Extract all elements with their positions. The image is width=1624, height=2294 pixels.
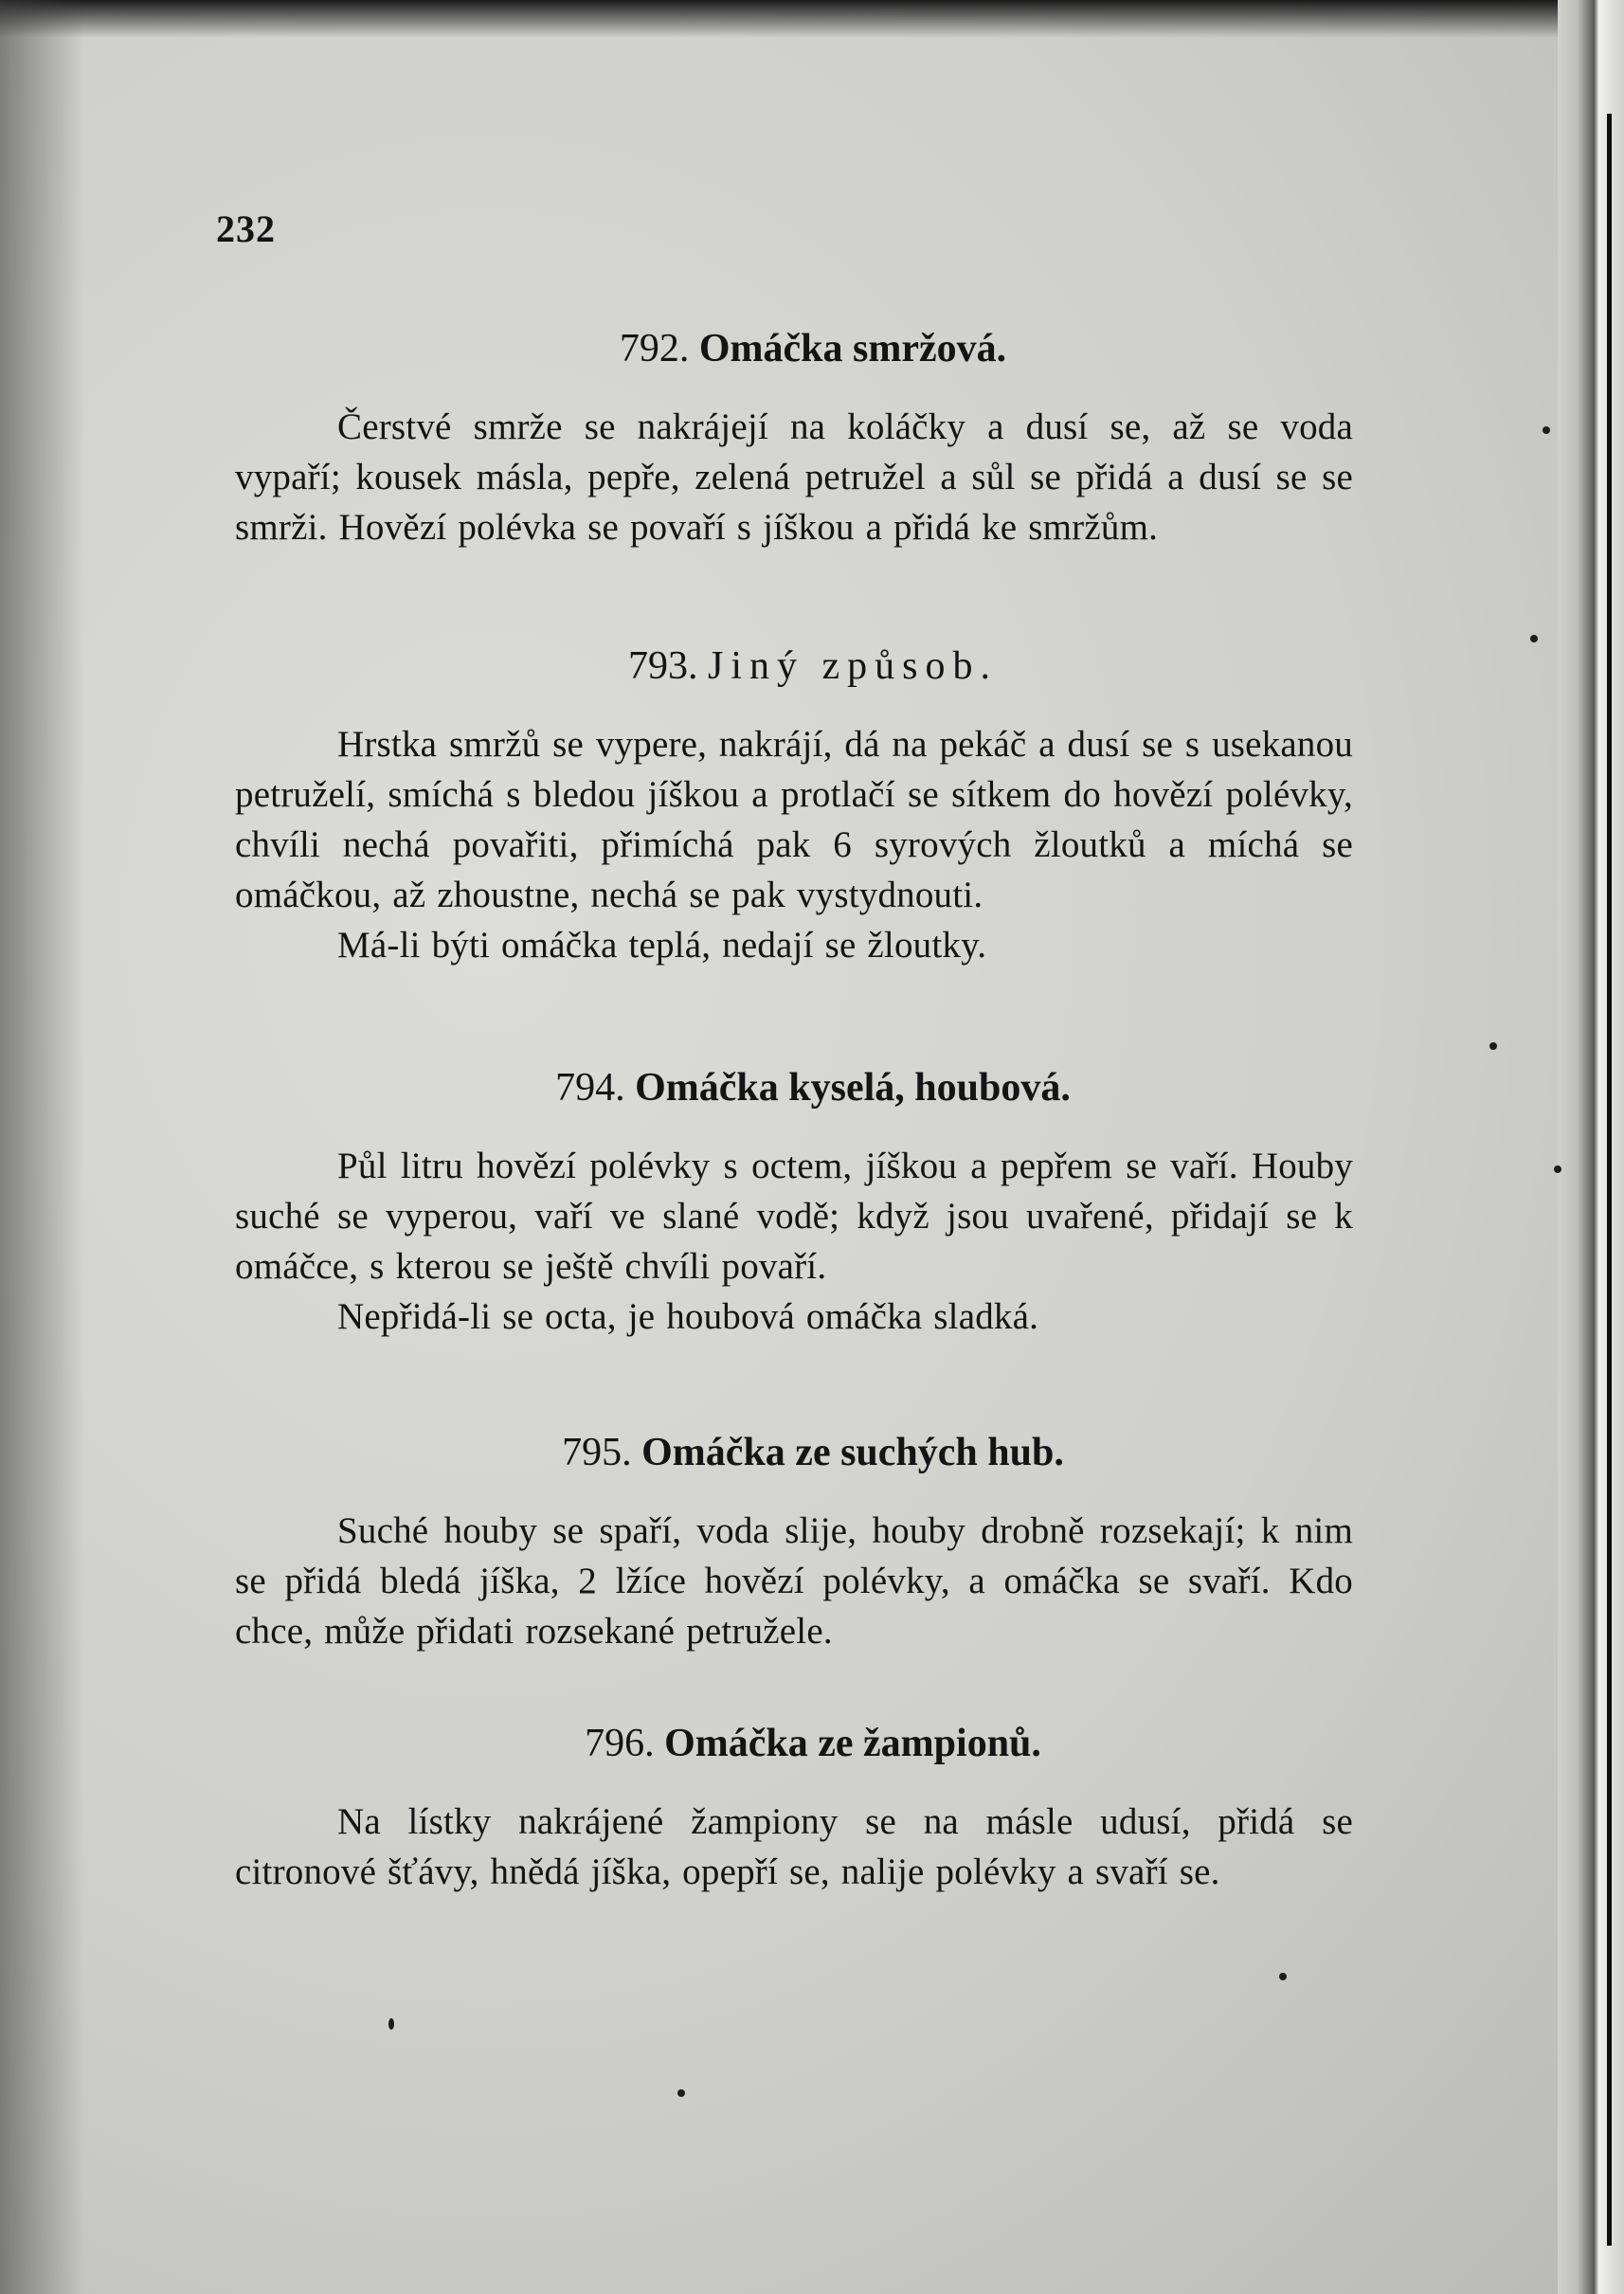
recipe-title: Omáčka kyselá, houbová. — [635, 1066, 1071, 1110]
ink-speck — [1279, 1973, 1287, 1980]
ink-speck — [1554, 1165, 1561, 1173]
ink-speck — [1489, 1042, 1497, 1050]
page-number: 232 — [216, 208, 276, 250]
recipe-794 — [235, 1061, 1353, 1342]
recipe-title: Jiný způsob. — [708, 644, 998, 688]
recipe-paragraph: Hrstka smržů se vypere, nakrájí, dá na pekáč a dusí se s usekanou petruželí, smíchá s bledou jíškou a protlačí se sítkem do hovězí polévky, chvíli nechá povařiti, přimíchá pak 6 syrových žloutků a míchá se omáčkou, až zhoustne, nechá se pak vystydnouti. — [235, 724, 1353, 915]
recipe-paragraph: Suché houby se spaří, voda slije, houby drobně rozsekají; k nim se přidá bledá jíška, 2 lžíce hovězí polévky, a omáčka se svaří. Kdo chce, může přidati rozsekané petružele. — [235, 1510, 1353, 1652]
recipe-heading — [235, 640, 1353, 693]
recipe-796 — [235, 1717, 1353, 1897]
ink-speck — [1543, 426, 1550, 434]
recipe-heading — [235, 322, 1353, 375]
book-gutter-edge — [1558, 0, 1624, 2294]
recipe-paragraph: Půl litru hovězí polévky s octem, jíškou a pepřem se vaří. Houby suché se vyperou, vaří ve slané vodě; když jsou uvařené, přidají se k omáčce, s kterou se ještě chvíli povaří. — [235, 1146, 1353, 1287]
recipe-paragraph: Čerstvé smrže se nakrájejí na koláčky a dusí se, až se voda vypaří; kousek másla, pepře, zelená petružel a sůl se přidá a dusí se se smrži. Hovězí polévka se povaří s jíškou a přidá ke smržům. — [235, 406, 1353, 548]
recipe-heading — [235, 1061, 1353, 1114]
scan-top-shadow — [0, 0, 1624, 38]
gutter-line — [1607, 114, 1612, 2246]
recipe-number: 794. — [555, 1066, 625, 1110]
recipe-heading — [235, 1717, 1353, 1770]
recipe-793 — [235, 640, 1353, 970]
recipe-title: Omáčka smržová. — [698, 327, 1007, 370]
recipe-paragraph: Má-li býti omáčka teplá, nedají se žloutky. — [337, 925, 987, 966]
ink-speck — [677, 2089, 685, 2097]
recipe-paragraph: Nepřidá-li se octa, je houbová omáčka sladká. — [337, 1296, 1039, 1337]
recipe-number: 795. — [562, 1431, 632, 1474]
scan-left-shadow — [0, 0, 85, 2294]
recipe-792 — [235, 322, 1353, 552]
ink-speck — [388, 2018, 394, 2030]
recipe-paragraph: Na lístky nakrájené žampiony se na másle udusí, přidá se citronové šťávy, hnědá jíška, opepří se, nalije polévky a svaří se. — [235, 1801, 1353, 1892]
recipe-number: 792. — [619, 327, 690, 370]
recipe-number: 793. — [628, 644, 698, 688]
ink-speck — [1530, 635, 1538, 642]
recipe-heading — [235, 1426, 1353, 1479]
recipe-title: Omáčka ze suchých hub. — [641, 1431, 1064, 1474]
recipe-title: Omáčka ze žampionů. — [664, 1722, 1041, 1765]
recipe-number: 796. — [585, 1722, 655, 1765]
recipe-795 — [235, 1426, 1353, 1656]
